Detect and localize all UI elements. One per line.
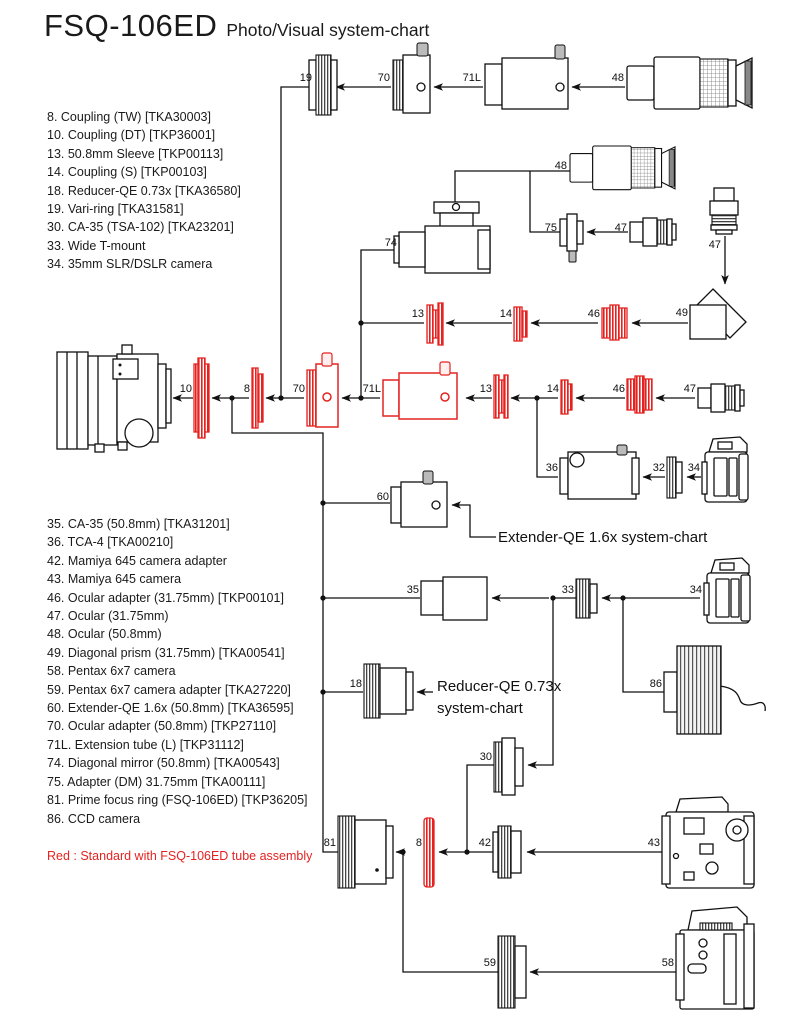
red-standard-note: Red : Standard with FSQ-106ED tube assembly xyxy=(47,849,313,863)
callout-extender-chart: Extender-QE 1.6x system-chart xyxy=(498,529,708,546)
part-label-18: 18 xyxy=(349,678,362,690)
legend-item: 46. Ocular adapter (31.75mm) [TKP00101] xyxy=(47,590,284,605)
legend-item: 19. Vari-ring [TKA31581] xyxy=(47,202,184,217)
part-label-13-row3: 13 xyxy=(411,308,424,320)
legend-item: 30. CA-35 (TSA-102) [TKA23201] xyxy=(47,220,234,235)
component-70-ocular-adapter-main xyxy=(307,353,338,427)
legend-item: 35. CA-35 (50.8mm) [TKA31201] xyxy=(47,517,230,531)
part-label-42: 42 xyxy=(478,837,491,849)
part-label-70-top: 70 xyxy=(377,72,390,84)
legend-item: 47. Ocular (31.75mm) xyxy=(47,609,169,624)
legend-item: 36. TCA-4 [TKA00210] xyxy=(47,535,174,550)
part-label-34-a: 34 xyxy=(687,462,700,474)
component-13-sleeve-main xyxy=(494,375,508,418)
legend-item: 14. Coupling (S) [TKP00103] xyxy=(47,165,207,180)
line-left-trunk xyxy=(232,398,338,852)
legend-item: 42. Mamiya 645 camera adapter xyxy=(47,553,227,568)
component-75-adapter-dm xyxy=(560,214,583,262)
component-telescope-fsq106ed xyxy=(57,345,171,452)
part-label-13-main: 13 xyxy=(479,383,492,395)
ccd-cable xyxy=(720,686,765,711)
part-label-75: 75 xyxy=(544,222,557,234)
legend-item: 43. Mamiya 645 camera xyxy=(47,572,182,587)
part-label-58: 58 xyxy=(661,957,674,969)
part-label-59: 59 xyxy=(483,957,496,969)
legend-item: 81. Prime focus ring (FSQ-106ED) [TKP36205] xyxy=(47,793,308,808)
legend-item: 60. Extender-QE 1.6x (50.8mm) [TKA36595] xyxy=(47,701,294,716)
legend-item: 33. Wide T-mount xyxy=(47,238,146,253)
part-label-48-mid: 48 xyxy=(554,160,567,172)
legend-item: 10. Coupling (DT) [TKP36001] xyxy=(47,128,216,143)
component-46-ocular-adapter-main xyxy=(627,376,652,413)
component-81-prime-focus-ring xyxy=(338,816,393,888)
component-36-tca4 xyxy=(560,445,639,499)
part-label-71L-main: 71L xyxy=(362,383,381,395)
line-59-feed xyxy=(403,852,498,972)
component-70-ocular-adapter-top xyxy=(393,43,430,113)
part-label-14-row3: 14 xyxy=(499,308,512,320)
legend-item: 34. 35mm SLR/DSLR camera xyxy=(47,257,213,272)
part-label-81: 81 xyxy=(323,837,336,849)
component-19-vari-ring xyxy=(309,55,337,115)
component-47-ocular-a xyxy=(630,218,676,246)
part-label-74: 74 xyxy=(384,237,397,249)
legend-item: 13. 50.8mm Sleeve [TKP00113] xyxy=(47,146,224,161)
part-label-32: 32 xyxy=(652,462,665,474)
component-58-pentax-camera xyxy=(676,907,754,1009)
component-33-wide-t-mount xyxy=(576,579,597,618)
callout-reducer-chart-line2: system-chart xyxy=(437,700,523,717)
part-label-8-bottom: 8 xyxy=(415,837,422,849)
component-32-t-ring xyxy=(667,457,682,498)
component-59-pentax-adapter xyxy=(498,936,526,1008)
part-label-33: 33 xyxy=(561,584,574,596)
part-label-86: 86 xyxy=(649,678,662,690)
part-label-34-b: 34 xyxy=(689,584,702,596)
part-label-47-vertical: 47 xyxy=(708,239,721,251)
legend-item: 71L. Extension tube (L) [TKP31112] xyxy=(47,737,244,752)
component-60-extender-qe xyxy=(391,471,447,527)
legend-item: 74. Diagonal mirror (50.8mm) [TKA00543] xyxy=(47,756,280,771)
title-sub: Photo/Visual system-chart xyxy=(226,20,430,40)
part-label-47-main: 47 xyxy=(683,383,696,395)
title-main: FSQ-106ED xyxy=(44,8,218,43)
component-48-ocular-mid xyxy=(570,146,675,190)
component-47-ocular-main xyxy=(698,384,744,412)
legend-item: 86. CCD camera xyxy=(47,811,141,826)
component-42-mamiya-adapter xyxy=(493,826,521,878)
part-label-14-main: 14 xyxy=(546,383,559,395)
component-71L-extension-tube-main xyxy=(383,362,457,419)
legend-item: 75. Adapter (DM) 31.75mm [TKA00111] xyxy=(47,774,266,789)
component-30-ca35-tsa102 xyxy=(494,738,523,795)
part-label-48-top: 48 xyxy=(611,72,624,84)
component-86-ccd-camera xyxy=(664,646,721,734)
line-74-trunk xyxy=(361,250,400,398)
component-49-diagonal-prism xyxy=(690,289,746,339)
component-74-diagonal-mirror xyxy=(394,202,490,273)
component-8-coupling-tw-main xyxy=(252,368,263,428)
component-71L-extension-tube-top xyxy=(485,45,568,109)
component-18-reducer-qe xyxy=(364,664,413,718)
component-34-slr-camera-a xyxy=(702,437,748,502)
part-label-19: 19 xyxy=(299,72,312,84)
part-label-70-main: 70 xyxy=(292,383,305,395)
part-label-43: 43 xyxy=(647,837,660,849)
arrow-callout-to-60 xyxy=(452,505,496,537)
part-label-35: 35 xyxy=(406,584,419,596)
part-label-60: 60 xyxy=(376,491,389,503)
part-label-71L-top: 71L xyxy=(462,72,481,84)
part-label-46-main: 46 xyxy=(612,383,625,395)
legend-item: 70. Ocular adapter (50.8mm) [TKP27110] xyxy=(47,719,277,734)
part-label-36: 36 xyxy=(545,462,558,474)
part-label-49: 49 xyxy=(675,307,688,319)
line-19-to-main-row xyxy=(281,87,318,398)
part-label-10: 10 xyxy=(179,383,192,395)
component-34-slr-camera-b xyxy=(704,558,750,623)
part-label-8-main: 8 xyxy=(243,383,250,395)
component-13-sleeve-row3 xyxy=(427,303,443,345)
component-35-ca35 xyxy=(421,577,487,620)
legend-item: 59. Pentax 6x7 camera adapter [TKA27220] xyxy=(47,682,291,697)
part-label-47-a: 47 xyxy=(614,222,627,234)
legend-item: 18. Reducer-QE 0.73x [TKA36580] xyxy=(47,183,241,198)
part-label-46-row3: 46 xyxy=(587,308,600,320)
component-14-coupling-row3 xyxy=(514,307,527,341)
legend-item: 49. Diagonal prism (31.75mm) [TKA00541] xyxy=(47,645,285,660)
legend-item: 48. Ocular (50.8mm) xyxy=(47,627,162,642)
legend-item: 8. Coupling (TW) [TKA30003] xyxy=(47,110,211,124)
component-46-ocular-adapter-row3 xyxy=(602,305,627,340)
component-43-mamiya-camera xyxy=(662,797,754,888)
component-10-coupling-dt xyxy=(194,358,209,438)
component-47-ocular-vertical xyxy=(710,188,738,234)
component-14-coupling-main xyxy=(561,380,572,414)
component-48-ocular-top xyxy=(627,57,752,109)
component-8-coupling-tw-bottom xyxy=(424,818,434,887)
legend-item: 58. Pentax 6x7 camera xyxy=(47,664,176,679)
part-label-30: 30 xyxy=(479,751,492,763)
callout-reducer-chart-line1: Reducer-QE 0.73x xyxy=(437,678,562,695)
